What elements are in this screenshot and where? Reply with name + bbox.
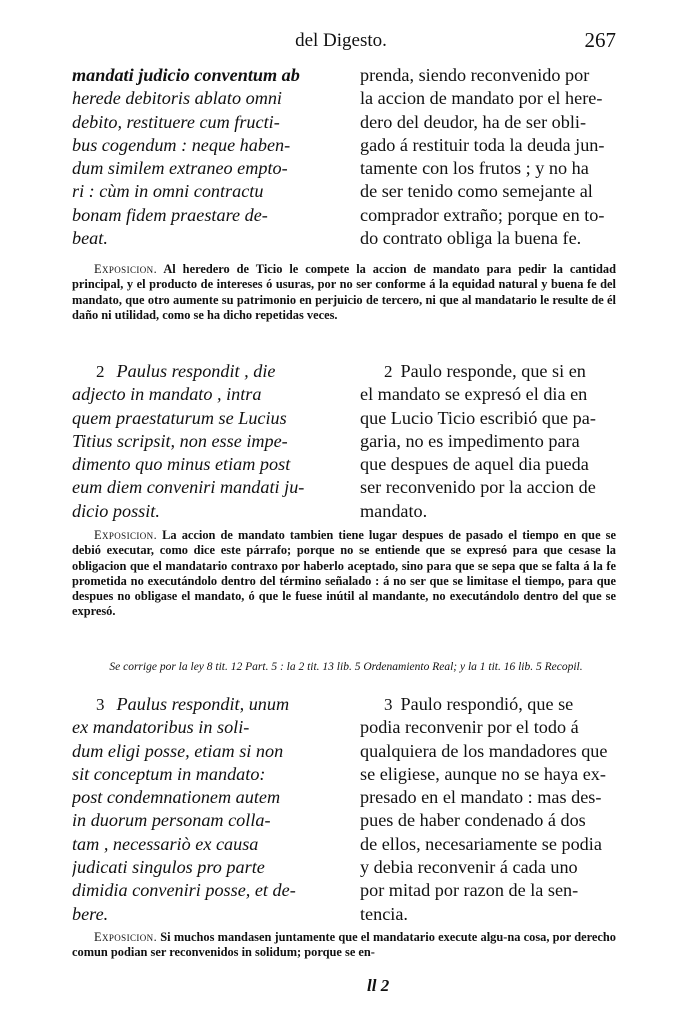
latin-line: eum diem conveniri mandati ju- — [72, 477, 305, 498]
spanish-line: podia reconvenir por el todo á — [360, 717, 579, 738]
spanish-line: que despues de aquel dia pueda — [360, 454, 589, 475]
latin-line: dum eligi posse, etiam si non — [72, 740, 284, 761]
spanish-line: el mandato se expresó el dia en — [360, 384, 588, 405]
section-3-columns — [72, 693, 622, 926]
latin-line: dimento quo minus etiam post — [72, 454, 291, 475]
latin-line: bere. — [72, 903, 109, 924]
exposicion-label: Exposicion. — [94, 528, 158, 542]
spanish-line: mandato. — [360, 500, 428, 521]
spanish-line: prenda, siendo reconvenido por — [360, 65, 590, 85]
spanish-line: por mitad por razon de la sen- — [360, 880, 579, 901]
spanish-line: garia, no es impedimento para — [360, 430, 580, 451]
latin-line: bonam fidem praestare de- — [72, 204, 268, 225]
exposicion-text: Al heredero de Ticio le compete la accion de mandato para pedir la cantidad principal, y el producto de intereses ó usuras, por no ser conforme á la equidad natural y buena fe del mandato, que otro aumente su patrimonio en perjuicio de tercero, ni que al mandatario le resulte de él daño ni utilidad, como se ha dicho repetidas veces. — [72, 262, 616, 322]
paragraph-number: 3 — [384, 695, 393, 714]
latin-column — [72, 360, 338, 523]
paragraph-number: 2 — [384, 362, 393, 381]
latin-line: tam , necessariò ex causa — [72, 833, 259, 854]
spanish-line: se eligiese, aunque no se haya ex- — [360, 763, 606, 784]
latin-line: Paulus respondit , die — [116, 361, 276, 381]
latin-line: in duorum personam colla- — [72, 810, 271, 831]
spanish-line: tamente con los frutos ; y no ha — [360, 158, 589, 179]
exposicion-paragraph — [72, 528, 616, 620]
latin-line: bus cogendum : neque haben- — [72, 134, 291, 155]
spanish-line: dero del deudor, ha de ser obli- — [360, 111, 587, 132]
section-2-columns — [72, 360, 622, 523]
spanish-line: de ser tenido como semejante al — [360, 181, 593, 202]
exposicion-text: La accion de mandato tambien tiene lugar despues de pasado el tiempo en que se debió executar, como dice este párrafo; porque no se entiende que se expresó para que cesase la obligacion que el mandatario contraxo por haberlo aceptado, sino para que se sepa que se falta á la fe prometida no executándolo dentro del término señalado : á no ser que se limitase el tiempo, para que despues no obligase el mandato, ó que le fuese inútil al mandante, no executándolo dentro del que se expresó. — [72, 528, 616, 619]
latin-line: judicati singulos pro parte — [72, 857, 265, 878]
spanish-line: que Lucio Ticio escribió que pa- — [360, 407, 596, 428]
latin-line: dum similem extraneo empto- — [72, 158, 288, 179]
section-1-columns — [72, 64, 622, 250]
latin-line: dicio possit. — [72, 500, 160, 521]
latin-line: Titius scripsit, non esse impe- — [72, 430, 288, 451]
latin-line: Paulus respondit, unum — [116, 694, 290, 714]
spanish-line: Paulo respondió, que se — [400, 694, 574, 714]
spanish-line: la accion de mandato por el here- — [360, 88, 603, 109]
latin-line: post condemnationem autem — [72, 787, 281, 808]
exposicion-paragraph — [72, 930, 616, 961]
spanish-line: gado á restituir toda la deuda jun- — [360, 134, 605, 155]
latin-line: debito, restituere cum fructi- — [72, 111, 280, 132]
spanish-line: tencia. — [360, 903, 408, 924]
latin-column — [72, 64, 338, 250]
printer-signature-mark: ll 2 — [367, 976, 390, 995]
latin-column — [72, 693, 338, 926]
spanish-line: do contrato obliga la buena fe. — [360, 228, 582, 249]
spanish-line: de ellos, necesariamente se podia — [360, 833, 602, 854]
exposicion-paragraph — [72, 262, 616, 323]
running-header: del Digesto. — [295, 30, 387, 51]
latin-line: sit conceptum in mandato: — [72, 763, 266, 784]
latin-line: beat. — [72, 228, 108, 249]
spanish-line: pues de haber condenado á dos — [360, 810, 586, 831]
spanish-column — [360, 64, 622, 250]
latin-line: herede debitoris ablato omni — [72, 88, 282, 109]
latin-line: ex mandatoribus in soli- — [72, 717, 250, 738]
page-number: 267 — [584, 28, 616, 52]
paragraph-number: 3 — [96, 695, 105, 714]
spanish-line: qualquiera de los mandadores que — [360, 740, 608, 761]
spanish-line: Paulo responde, que si en — [400, 361, 586, 381]
spanish-line: presado en el mandato : mas des- — [360, 787, 602, 808]
exposicion-label: Exposicion. — [94, 262, 158, 276]
correction-note: Se corrige por la ley 8 tit. 12 Part. 5 : la 2 tit. 13 lib. 5 Ordenamiento Real; y la 1 tit. 16 lib. 5 Recopil. — [109, 661, 583, 673]
latin-line: dimidia conveniri posse, et de- — [72, 880, 296, 901]
spanish-column — [360, 360, 622, 523]
latin-line: mandati judicio conventum ab — [72, 65, 300, 85]
paragraph-number: 2 — [96, 362, 105, 381]
spanish-line: comprador extraño; porque en to- — [360, 204, 605, 225]
latin-line: ri : cùm in omni contractu — [72, 181, 264, 202]
spanish-line: ser reconvenido por la accion de — [360, 477, 596, 498]
latin-line: quem praestaturum se Lucius — [72, 407, 287, 428]
exposicion-label: Exposicion. — [94, 930, 158, 944]
latin-line: adjecto in mandato , intra — [72, 384, 262, 405]
spanish-line: y debia reconvenir á cada uno — [360, 857, 578, 878]
exposicion-text: Si muchos mandasen juntamente que el mandatario execute algu-na cosa, por derecho comun podian ser reconvenidos in solidum; porque se en- — [72, 930, 616, 960]
spanish-column — [360, 693, 622, 926]
